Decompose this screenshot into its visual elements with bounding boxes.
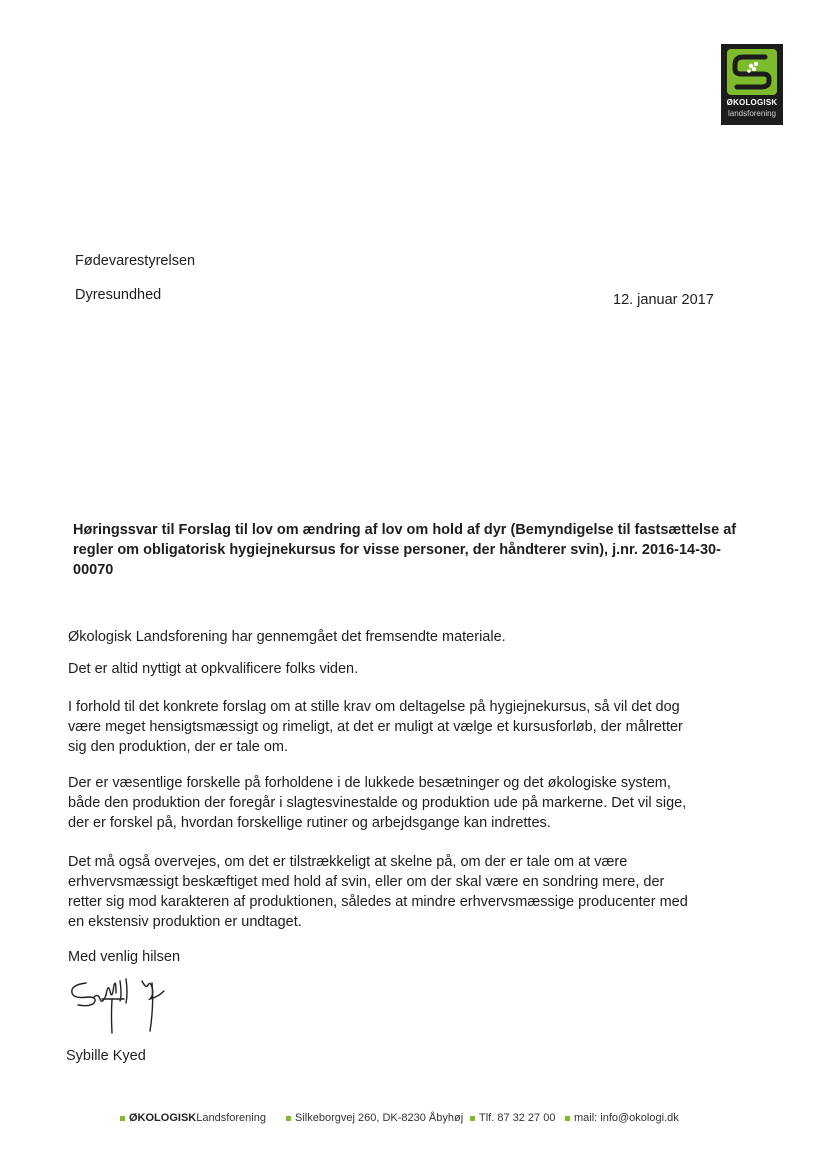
footer-email-text: mail: info@okologi.dk	[574, 1112, 679, 1124]
footer-address-text: Silkeborgvej 260, DK-8230 Åbyhøj	[295, 1112, 464, 1124]
handwritten-signature	[64, 975, 174, 1037]
body-paragraph	[68, 852, 768, 932]
footer-phone-text: Tlf. 87 32 27 00	[479, 1112, 556, 1124]
paragraph-line: retter sig mod karakteren af produktionen, således at mindre erhvervsmæssige producenter med	[68, 894, 688, 910]
body-paragraph	[68, 627, 768, 647]
paragraph-line: en ekstensiv produktion er undtaget.	[68, 914, 302, 930]
signer-name: Sybille Kyed	[66, 1048, 146, 1064]
paragraph-line: I forhold til det konkrete forslag om at stille krav om deltagelse på hygiejnekursus, så vil det dog	[68, 699, 680, 715]
logo-subtitle: landsforening	[727, 109, 777, 118]
paragraph-line: være meget hensigtsmæssigt og rimeligt, at det er muligt at vælge et kursusforløb, der målretter	[68, 719, 683, 735]
body-paragraph	[68, 773, 768, 833]
paragraph-line: erhvervsmæssigt beskæftiget med hold af svin, eller om der skal være en sondring mere, der	[68, 874, 665, 890]
paragraph-line: både den produktion der foregår i slagtesvinestalde og produktion ude på markerne. Det vil sige,	[68, 795, 687, 811]
closing-salutation: Med venlig hilsen	[68, 949, 181, 965]
footer-email	[565, 1112, 679, 1124]
letter-date: 12. januar 2017	[613, 292, 714, 308]
recipient-department: Dyresundhed	[75, 287, 162, 303]
paragraph-line: der er forskel på, hvordan forskellige rutiner og arbejdsgange kan indrettes.	[68, 815, 551, 831]
paragraph-line: Økologisk Landsforening har gennemgået det fremsendte materiale.	[68, 629, 506, 645]
logo-name: ØKOLOGISK	[726, 98, 778, 107]
bullet-square-icon	[286, 1116, 291, 1121]
recipient-organization: Fødevarestyrelsen	[75, 253, 196, 269]
bullet-square-icon	[470, 1116, 475, 1121]
subject-line: Høringssvar til Forslag til lov om ændring af lov om hold af dyr (Bemyndigelse til fastsættelse af	[73, 522, 737, 538]
footer-address	[286, 1112, 463, 1124]
body-paragraph	[68, 659, 768, 679]
footer-phone	[470, 1112, 555, 1124]
footer-org-bold: ØKOLOGISK	[129, 1112, 197, 1124]
footer-org-rest: Landsforening	[196, 1112, 266, 1124]
body-paragraph	[68, 697, 768, 757]
footer-organization	[120, 1112, 266, 1124]
subject-line: 00070	[73, 562, 114, 578]
subject-line: regler om obligatorisk hygiejnekursus for visse personer, der håndterer svin), j.nr. 2016-14-30-	[73, 542, 721, 558]
paragraph-line: Der er væsentlige forskelle på forholdene i de lukkede besætninger og det økologiske system,	[68, 775, 671, 791]
paragraph-line: sig den produktion, der er tale om.	[68, 739, 289, 755]
bullet-square-icon	[565, 1116, 570, 1121]
paragraph-line: Det er altid nyttigt at opkvalificere folks viden.	[68, 661, 359, 677]
bullet-square-icon	[120, 1116, 125, 1121]
leaf-s-logo-icon	[727, 49, 777, 95]
paragraph-line: Det må også overvejes, om det er tilstrækkeligt at skelne på, om der er tale om at være	[68, 854, 628, 870]
organic-association-logo	[721, 44, 783, 125]
letter-subject	[73, 520, 763, 580]
